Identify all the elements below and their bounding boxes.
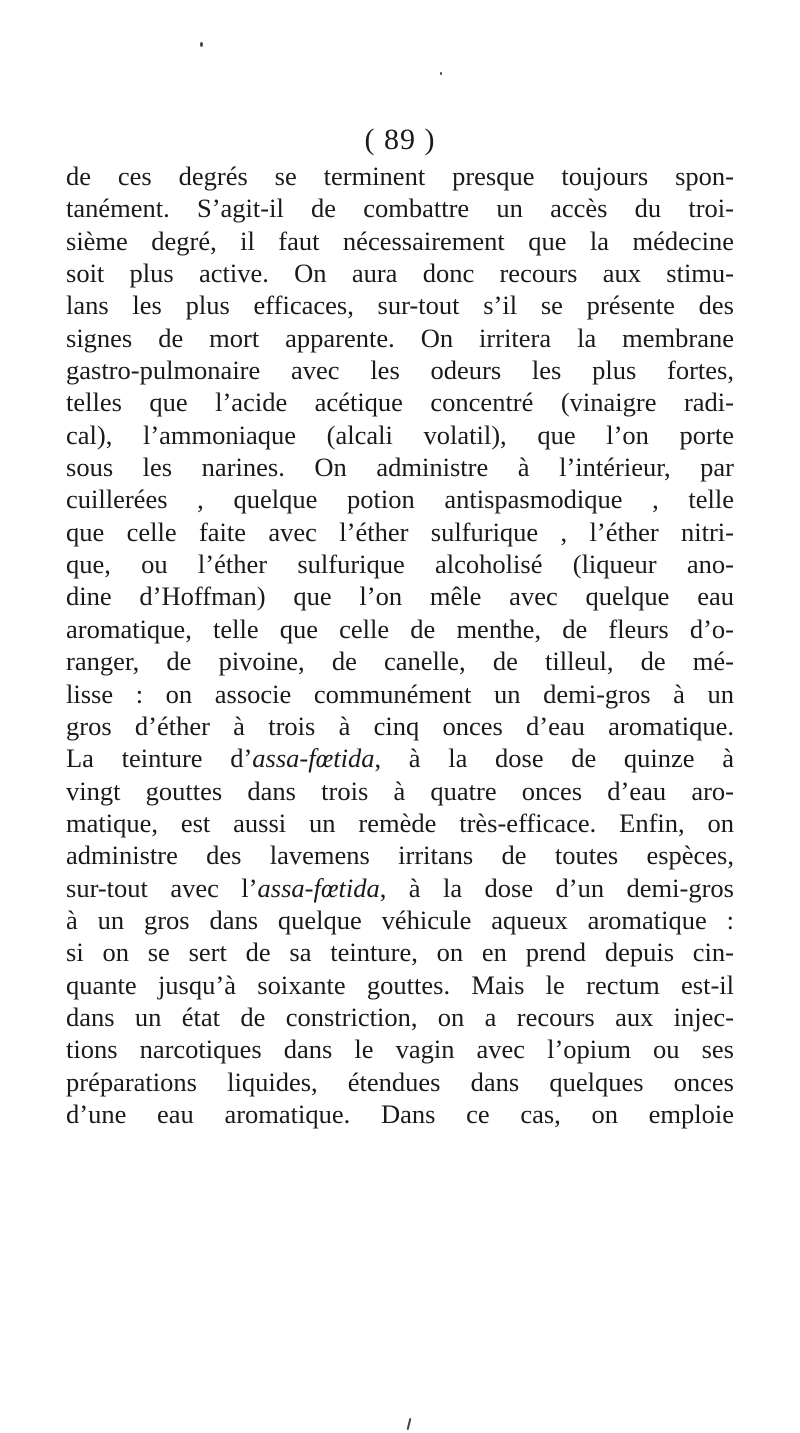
text-line-content: d’une eau aromatique. Dans ce cas, on emploie [66,1098,734,1129]
text-line [66,645,734,677]
text-line [66,678,734,710]
text-line-content: quante jusqu’à soixante gouttes. Mais le rectum est-il [66,969,734,1000]
text-line-content: cal), l’ammoniaque (alcali volatil), que l’on porte [66,419,734,450]
text-line-content: aromatique, telle que celle de menthe, de fleurs d’o- [66,613,734,644]
text-line-content: signes de mort apparente. On irritera la membrane [66,322,734,353]
text-line [66,872,734,904]
text-line-content: cuillerées , quelque potion antispasmodique , telle [66,484,734,515]
text-line-content: , à la dose d’un demi-gros [379,872,734,903]
text-line [66,386,734,418]
text-line [66,225,734,257]
text-line [66,839,734,871]
text-line [66,419,734,451]
text-line-content: dine d’Hoffman) que l’on mêle avec quelque eau [66,581,734,612]
text-line-content: sur-tout avec l’ [66,872,258,903]
text-line [66,192,734,224]
text-line-content: lans les plus efficaces, sur-tout s’il se présente des [66,290,734,321]
text-line-content: La teinture d’ [66,743,253,774]
text-line [66,322,734,354]
text-line [66,548,734,580]
text-line-content: tanément. S’agit-il de combattre un accès du troi- [66,193,734,224]
text-line-content: lisse : on associe communément un demi-gros à un [66,678,734,709]
text-line [66,969,734,1001]
text-line-content: dans un état de constriction, on a recours aux injec- [66,1001,734,1032]
text-line-content: sous les narines. On administre à l’intérieur, par [66,452,734,483]
ink-speck [440,72,442,75]
body-text [66,160,734,1130]
text-line [66,936,734,968]
text-line-content: , à la dose de quinze à [374,743,734,774]
text-line-content: vingt gouttes dans trois à quatre onces d’eau aro- [66,775,734,806]
page-number: ( 89 ) [364,123,436,156]
text-line [66,742,734,774]
text-line [66,1001,734,1033]
text-line-content: si on se sert de sa teinture, on en prend depuis cin- [66,937,734,968]
text-line-content: tions narcotiques dans le vagin avec l’opium ou ses [66,1034,734,1065]
text-line [66,257,734,289]
text-line [66,710,734,742]
ink-speck [407,1418,412,1430]
text-line [66,516,734,548]
italic-term: assa-fœtida [252,743,375,774]
text-line-content: administre des lavemens irritans de toutes espèces, [66,840,734,871]
text-line [66,354,734,386]
text-line-content: telles que l’acide acétique concentré (vinaigre radi- [66,387,734,418]
text-line-content: de ces degrés se terminent presque toujours spon- [66,161,734,191]
text-line-content: gastro-pulmonaire avec les odeurs les plus fortes, [66,355,734,386]
text-line [66,807,734,839]
text-line-content: que, ou l’éther sulfurique alcoholisé (liqueur ano- [66,549,734,580]
text-line [66,904,734,936]
italic-term: assa-fœtida [257,872,380,903]
ink-speck [200,42,203,47]
text-line [66,1033,734,1065]
text-line-content: sième degré, il faut nécessairement que la médecine [66,225,734,256]
text-line-content: préparations liquides, étendues dans quelques onces [66,1066,734,1097]
text-line [66,613,734,645]
text-line-content: à un gros dans quelque véhicule aqueux aromatique : [66,904,734,935]
text-line [66,160,734,192]
text-line [66,1066,734,1098]
text-line [66,451,734,483]
text-line [66,483,734,515]
text-line [66,775,734,807]
text-line-content: matique, est aussi un remède très-efficace. Enfin, on [66,807,734,838]
text-line [66,580,734,612]
text-line [66,1098,734,1130]
text-line [66,289,734,321]
text-line-content: ranger, de pivoine, de canelle, de tilleul, de mé- [66,646,734,677]
text-line-content: soit plus active. On aura donc recours aux stimu- [66,258,734,289]
text-line-content: que celle faite avec l’éther sulfurique , l’éther nitri- [66,516,734,547]
text-line-content: gros d’éther à trois à cinq onces d’eau aromatique. [66,710,734,741]
